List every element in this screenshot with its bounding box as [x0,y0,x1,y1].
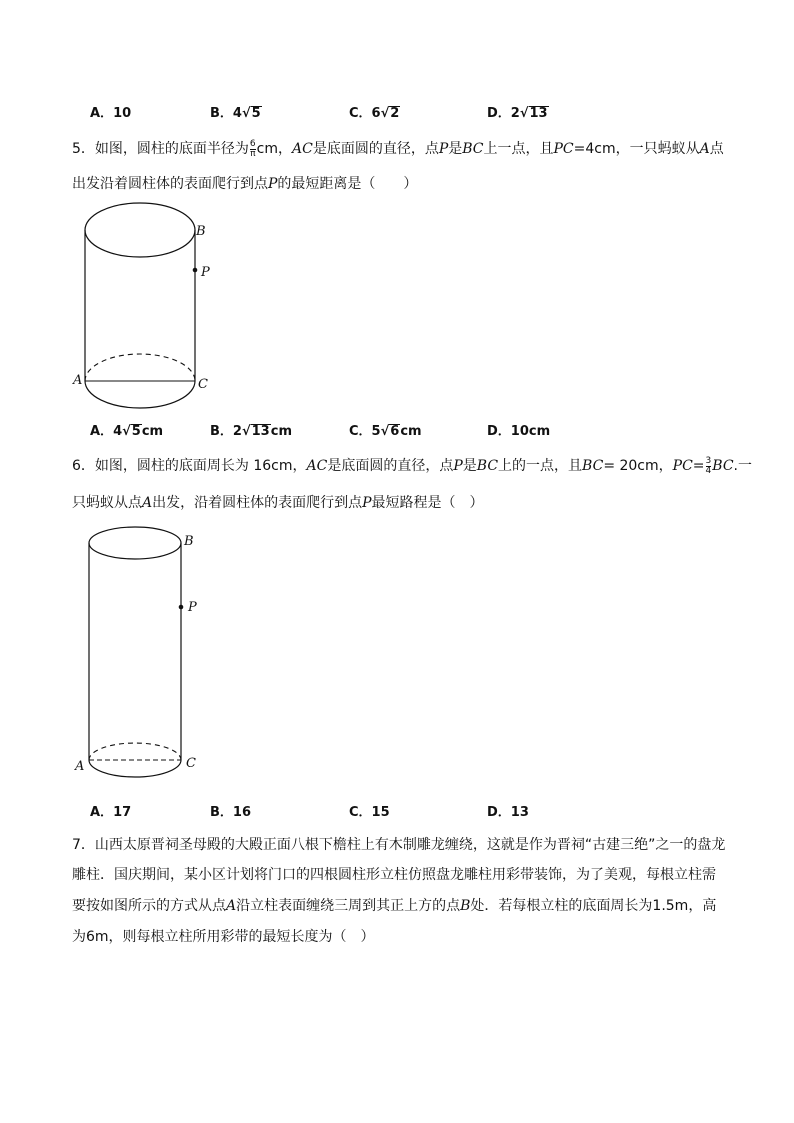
text: 出发，沿着圆柱体的表面爬行到点 [152,495,363,511]
var: AC [292,141,313,157]
option-value: 16 [232,805,252,820]
label-p: P [188,600,197,615]
var: B [460,898,471,914]
frac-num: 6 [249,138,256,149]
label-a: A [75,759,85,774]
label-a: A [73,373,83,388]
sqrt-sign: √2 [380,106,400,121]
fraction [706,457,712,476]
option-letter: A． [90,106,114,121]
option-coef: 4 [232,106,242,121]
option-unit: cm [270,424,292,439]
text: 最短路程是（ ） [371,495,484,511]
label-c: C [198,377,208,392]
var: A [699,141,710,157]
q6-option-d[interactable] [487,801,529,820]
sqrt-sign: √13 [241,424,270,439]
text: 点 [709,141,724,157]
var: P [362,495,372,511]
var: P [268,176,278,192]
top-ellipse [85,203,195,257]
option-coef: 6 [371,106,381,121]
var: P [453,458,463,474]
q5-option-b[interactable] [210,420,292,439]
frac-den: 4 [705,465,712,476]
q6-cylinder [74,527,197,777]
q7-stem-line3 [72,896,716,916]
q6-option-a[interactable] [90,801,131,820]
text: 是底面圆的直径，点 [312,141,439,157]
q5-option-a[interactable] [90,420,163,439]
label-c: C [186,756,196,771]
option-value: 13 [510,805,529,820]
sqrt-sign: √5 [122,424,141,439]
option-coef: 4 [113,424,123,439]
text: 沿立柱表面缠绕三周到其正上方的点 [236,898,461,914]
option-letter: C． [349,805,372,820]
question-number: 6． [72,458,95,474]
var: A [226,898,237,914]
var: AC [306,458,328,474]
text: .一 [733,458,752,474]
text: 上的一点，且 [498,458,583,474]
frac-num: 3 [705,455,712,466]
option-letter: D． [487,805,511,820]
text: 是底面圆的直径，点 [327,458,454,474]
option-radicand: 13 [251,424,270,439]
point-p-dot [193,268,198,273]
option-letter: A． [90,805,114,820]
text: 如图，圆柱的底面半径为 [94,141,249,157]
var: BC [462,141,484,157]
text: 出发沿着圆柱体的表面爬行到点 [72,176,268,192]
bottom-back-arc [89,743,181,760]
option-letter: D． [487,106,511,121]
q6-option-b[interactable] [210,801,251,820]
var: BC [582,458,604,474]
top-ellipse [89,527,181,559]
var: BC [476,458,499,474]
var: PC [553,141,574,157]
option-unit: cm [400,424,422,439]
q5-option-d[interactable] [487,420,550,439]
frac-den: π [250,148,256,159]
option-letter: B． [210,805,233,820]
sqrt-sign: √13 [519,106,548,121]
question-number: 5． [72,141,95,157]
var: PC [672,458,693,474]
var: P [438,141,449,157]
option-letter: B． [210,106,233,121]
text: = [692,458,705,474]
option-radicand: 5 [251,106,261,121]
option-coef: 5 [371,424,381,439]
option-unit: cm [141,424,164,439]
text: cm， [256,141,292,157]
bottom-back-arc [85,354,195,381]
text: 是 [462,458,477,474]
sqrt-sign: √5 [241,106,261,121]
option-radicand: 2 [390,106,400,121]
option-letter: C． [349,424,372,439]
text: =4cm，一只蚂蚁从 [573,141,700,157]
text: = 20cm， [603,458,673,474]
text: 是 [448,141,463,157]
option-coef: 2 [232,424,242,439]
option-radicand: 6 [390,424,400,439]
bottom-front-arc [89,760,181,777]
option-letter: B． [210,424,233,439]
option-letter: A． [90,424,114,439]
option-value: 17 [113,805,132,820]
sqrt-sign: √6 [380,424,400,439]
q5-cylinder [72,203,210,408]
q6-stem-line1 [72,456,752,476]
text: 雕柱．国庆期间，某小区计划将门口的四根圆柱形立柱仿照盘龙雕柱用彩带装饰，为了美观，每根立柱需 [72,867,716,883]
option-letter: C． [349,106,372,121]
text: 为6m，则每根立柱所用彩带的最短长度为（ ） [72,929,375,945]
option-value: 15 [371,805,390,820]
var: A [142,495,153,511]
text: 如图，圆柱的底面周长为 16cm， [94,458,307,474]
text: 处．若每根立柱的底面周长为1.5m，高 [470,898,717,914]
point-p-dot [179,605,184,610]
q6-option-c[interactable] [349,801,390,820]
option-coef: 2 [510,106,520,121]
question-number: 7． [72,837,95,853]
text: 的最短距离是（ ） [277,176,418,192]
q5-option-c[interactable] [349,420,422,439]
bottom-front-arc [85,381,195,408]
text: 只蚂蚁从点 [72,495,142,511]
text: 山西太原晋祠圣母殿的大殿正面八根下檐柱上有木制雕龙缠绕，这就是作为晋祠“古建三绝”之一的盘龙 [94,837,726,853]
q7-stem-line1 [72,835,725,855]
text: 上一点，且 [483,141,554,157]
option-radicand: 5 [131,424,141,439]
var: BC [712,458,734,474]
q6-stem-line2 [72,493,484,513]
q7-stem-line4 [72,927,375,947]
label-p: P [201,265,210,280]
text: 要按如图所示的方式从点 [72,898,226,914]
q7-stem-line2 [72,865,716,885]
option-letter: D． [487,424,511,439]
option-value: 10cm [510,424,551,439]
label-b: B [184,534,194,549]
label-b: B [196,224,206,239]
option-radicand: 13 [529,106,548,121]
option-value: 10 [113,106,132,121]
